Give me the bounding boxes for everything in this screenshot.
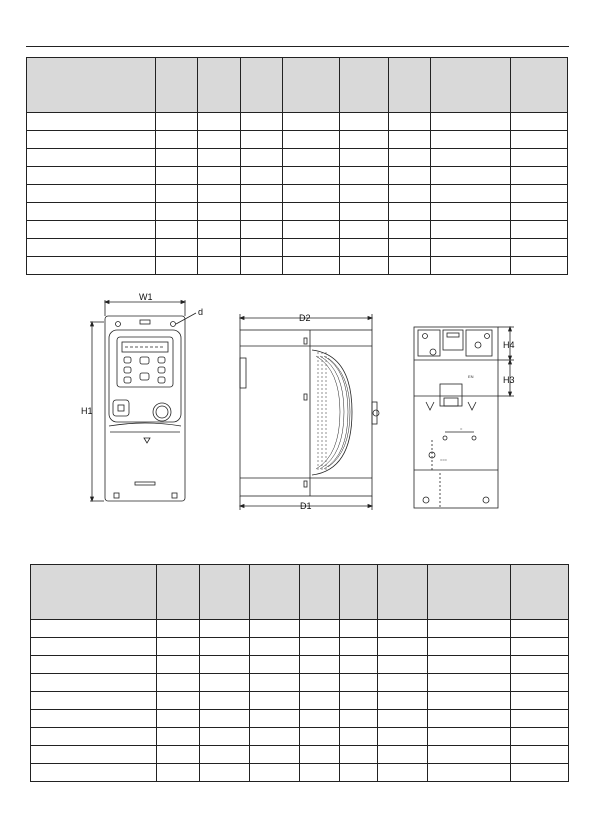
table-row — [31, 692, 569, 710]
table-cell — [27, 113, 156, 131]
table-row — [31, 620, 569, 638]
table-cell — [157, 764, 200, 782]
table-cell — [389, 203, 431, 221]
table-cell — [378, 674, 428, 692]
table-cell — [198, 131, 241, 149]
table-cell — [389, 221, 431, 239]
table-cell — [300, 638, 340, 656]
table-cell — [198, 203, 241, 221]
table-cell — [31, 620, 157, 638]
table-row — [27, 113, 568, 131]
table-cell — [156, 113, 198, 131]
table-cell — [156, 131, 198, 149]
table-cell — [378, 638, 428, 656]
svg-text:EN: EN — [468, 374, 474, 379]
table-cell — [340, 131, 389, 149]
table-row — [27, 203, 568, 221]
table-cell — [198, 239, 241, 257]
table-cell — [250, 746, 300, 764]
svg-text:=: = — [460, 426, 463, 431]
table-cell — [340, 149, 389, 167]
header-cell — [378, 565, 428, 620]
table-cell — [27, 149, 156, 167]
table-row — [27, 185, 568, 203]
table-cell — [378, 728, 428, 746]
table-row — [27, 257, 568, 275]
table-cell — [511, 638, 569, 656]
table-cell — [31, 656, 157, 674]
table-cell — [378, 620, 428, 638]
table-cell — [250, 656, 300, 674]
table-cell — [428, 674, 511, 692]
table-cell — [511, 167, 568, 185]
d2-label: D2 — [299, 313, 311, 323]
header-cell — [283, 58, 340, 113]
table-cell — [389, 149, 431, 167]
table-row — [31, 710, 569, 728]
table-cell — [157, 728, 200, 746]
table-cell — [428, 710, 511, 728]
table-cell — [157, 674, 200, 692]
table-cell — [157, 620, 200, 638]
table-cell — [511, 203, 568, 221]
header-cell — [27, 58, 156, 113]
table-cell — [283, 203, 340, 221]
table-row — [27, 221, 568, 239]
table-cell — [340, 746, 378, 764]
header-cell — [340, 58, 389, 113]
table-cell — [511, 620, 569, 638]
table-cell — [300, 728, 340, 746]
table-row — [27, 131, 568, 149]
table-cell — [283, 131, 340, 149]
table-cell — [431, 203, 511, 221]
header-cell — [31, 565, 157, 620]
table-cell — [389, 113, 431, 131]
table-row — [31, 764, 569, 782]
d-label: d — [198, 307, 204, 317]
table-cell — [300, 620, 340, 638]
table-cell — [378, 710, 428, 728]
table-cell — [511, 746, 569, 764]
table-cell — [27, 203, 156, 221]
table-cell — [300, 656, 340, 674]
table-cell — [378, 764, 428, 782]
table-cell — [200, 674, 250, 692]
table-cell — [283, 221, 340, 239]
table-cell — [511, 692, 569, 710]
table-cell — [200, 620, 250, 638]
table-cell — [27, 185, 156, 203]
table-cell — [200, 638, 250, 656]
table-cell — [340, 113, 389, 131]
table-cell — [250, 764, 300, 782]
table-cell — [250, 692, 300, 710]
table-cell — [283, 149, 340, 167]
table-cell — [156, 203, 198, 221]
table-row — [31, 674, 569, 692]
table-cell — [428, 656, 511, 674]
table-cell — [511, 113, 568, 131]
table-cell — [300, 710, 340, 728]
table-cell — [511, 257, 568, 275]
table-cell — [27, 167, 156, 185]
table-cell — [250, 728, 300, 746]
table-cell — [283, 239, 340, 257]
table-cell — [198, 221, 241, 239]
table-header-row — [31, 565, 569, 620]
table-cell — [428, 620, 511, 638]
header-cell — [428, 565, 511, 620]
table-cell — [340, 185, 389, 203]
table-cell — [340, 764, 378, 782]
table-cell — [389, 131, 431, 149]
table-cell — [340, 710, 378, 728]
table-cell — [250, 710, 300, 728]
table-cell — [511, 764, 569, 782]
table-row — [31, 746, 569, 764]
table-cell — [300, 764, 340, 782]
table-cell — [198, 167, 241, 185]
table-cell — [283, 185, 340, 203]
table-cell — [156, 239, 198, 257]
table-cell — [511, 674, 569, 692]
table-cell — [156, 257, 198, 275]
table-cell — [431, 257, 511, 275]
table-cell — [241, 113, 283, 131]
table-cell — [511, 221, 568, 239]
table-cell — [241, 239, 283, 257]
table-cell — [283, 167, 340, 185]
table-row — [27, 167, 568, 185]
table-cell — [378, 692, 428, 710]
table-cell — [27, 131, 156, 149]
table-cell — [340, 257, 389, 275]
header-rule — [26, 46, 569, 47]
table-cell — [31, 692, 157, 710]
h3-label: H3 — [503, 375, 515, 385]
table-cell — [241, 149, 283, 167]
table-cell — [511, 239, 568, 257]
table-cell — [241, 257, 283, 275]
table-cell — [340, 620, 378, 638]
table-cell — [250, 620, 300, 638]
table-cell — [198, 185, 241, 203]
table-cell — [241, 185, 283, 203]
table-row — [31, 638, 569, 656]
header-cell — [241, 58, 283, 113]
table-cell — [428, 692, 511, 710]
table-cell — [31, 674, 157, 692]
table-cell — [389, 185, 431, 203]
table-cell — [389, 257, 431, 275]
table-cell — [389, 239, 431, 257]
table-cell — [31, 638, 157, 656]
table-cell — [241, 167, 283, 185]
table-cell — [511, 149, 568, 167]
table-cell — [157, 656, 200, 674]
table-cell — [27, 221, 156, 239]
table-cell — [340, 203, 389, 221]
table-header-row — [27, 58, 568, 113]
table-cell — [431, 149, 511, 167]
header-cell — [200, 565, 250, 620]
h1-label: H1 — [81, 406, 93, 416]
table-cell — [389, 167, 431, 185]
table-cell — [340, 221, 389, 239]
table-cell — [241, 221, 283, 239]
table-cell — [340, 638, 378, 656]
table-cell — [198, 257, 241, 275]
header-cell — [300, 565, 340, 620]
table-cell — [198, 113, 241, 131]
table-cell — [157, 692, 200, 710]
table-cell — [157, 710, 200, 728]
dimension-table-2 — [30, 564, 569, 782]
table-cell — [378, 746, 428, 764]
header-cell — [511, 565, 569, 620]
table-cell — [340, 656, 378, 674]
table-cell — [340, 239, 389, 257]
table-cell — [340, 728, 378, 746]
table-cell — [31, 764, 157, 782]
table-cell — [200, 692, 250, 710]
table-cell — [300, 746, 340, 764]
table-cell — [340, 692, 378, 710]
table-row — [31, 656, 569, 674]
table-cell — [200, 764, 250, 782]
table-cell — [157, 638, 200, 656]
table-cell — [283, 113, 340, 131]
header-cell — [156, 58, 198, 113]
header-cell — [340, 565, 378, 620]
dimension-drawings — [78, 293, 526, 513]
table-row — [27, 239, 568, 257]
table-cell — [511, 656, 569, 674]
table-cell — [431, 131, 511, 149]
table-cell — [431, 113, 511, 131]
table-cell — [300, 692, 340, 710]
table-cell — [27, 257, 156, 275]
table-cell — [431, 239, 511, 257]
table-cell — [241, 203, 283, 221]
table-cell — [156, 185, 198, 203]
table-row — [31, 728, 569, 746]
table-cell — [31, 728, 157, 746]
front-view-drawing — [90, 300, 196, 501]
table-cell — [428, 746, 511, 764]
d1-label: D1 — [300, 501, 312, 511]
table-cell — [200, 656, 250, 674]
header-cell — [431, 58, 511, 113]
table-cell — [428, 638, 511, 656]
header-cell — [511, 58, 568, 113]
table-cell — [156, 221, 198, 239]
svg-text:===: === — [440, 457, 448, 462]
table-cell — [431, 167, 511, 185]
h4-label: H4 — [503, 340, 515, 350]
table-cell — [250, 638, 300, 656]
header-cell — [389, 58, 431, 113]
header-cell — [250, 565, 300, 620]
table-cell — [428, 764, 511, 782]
header-cell — [198, 58, 241, 113]
table-cell — [300, 674, 340, 692]
table-cell — [250, 674, 300, 692]
table-cell — [156, 149, 198, 167]
table-cell — [431, 221, 511, 239]
back-view-drawing — [414, 327, 514, 508]
table-cell — [157, 746, 200, 764]
header-cell — [157, 565, 200, 620]
table-cell — [31, 710, 157, 728]
table-cell — [340, 167, 389, 185]
table-cell — [156, 167, 198, 185]
table-cell — [340, 674, 378, 692]
side-view-drawing — [240, 314, 379, 510]
table-cell — [511, 185, 568, 203]
table-cell — [200, 728, 250, 746]
table-cell — [511, 710, 569, 728]
table-cell — [378, 656, 428, 674]
table-cell — [31, 746, 157, 764]
table-cell — [511, 131, 568, 149]
table-cell — [27, 239, 156, 257]
w1-label: W1 — [139, 293, 153, 302]
dimension-table-1 — [26, 57, 568, 275]
table-cell — [428, 728, 511, 746]
table-row — [27, 149, 568, 167]
table-cell — [283, 257, 340, 275]
table-cell — [511, 728, 569, 746]
table-cell — [431, 185, 511, 203]
table-cell — [198, 149, 241, 167]
table-cell — [241, 131, 283, 149]
table-cell — [200, 710, 250, 728]
table-cell — [200, 746, 250, 764]
